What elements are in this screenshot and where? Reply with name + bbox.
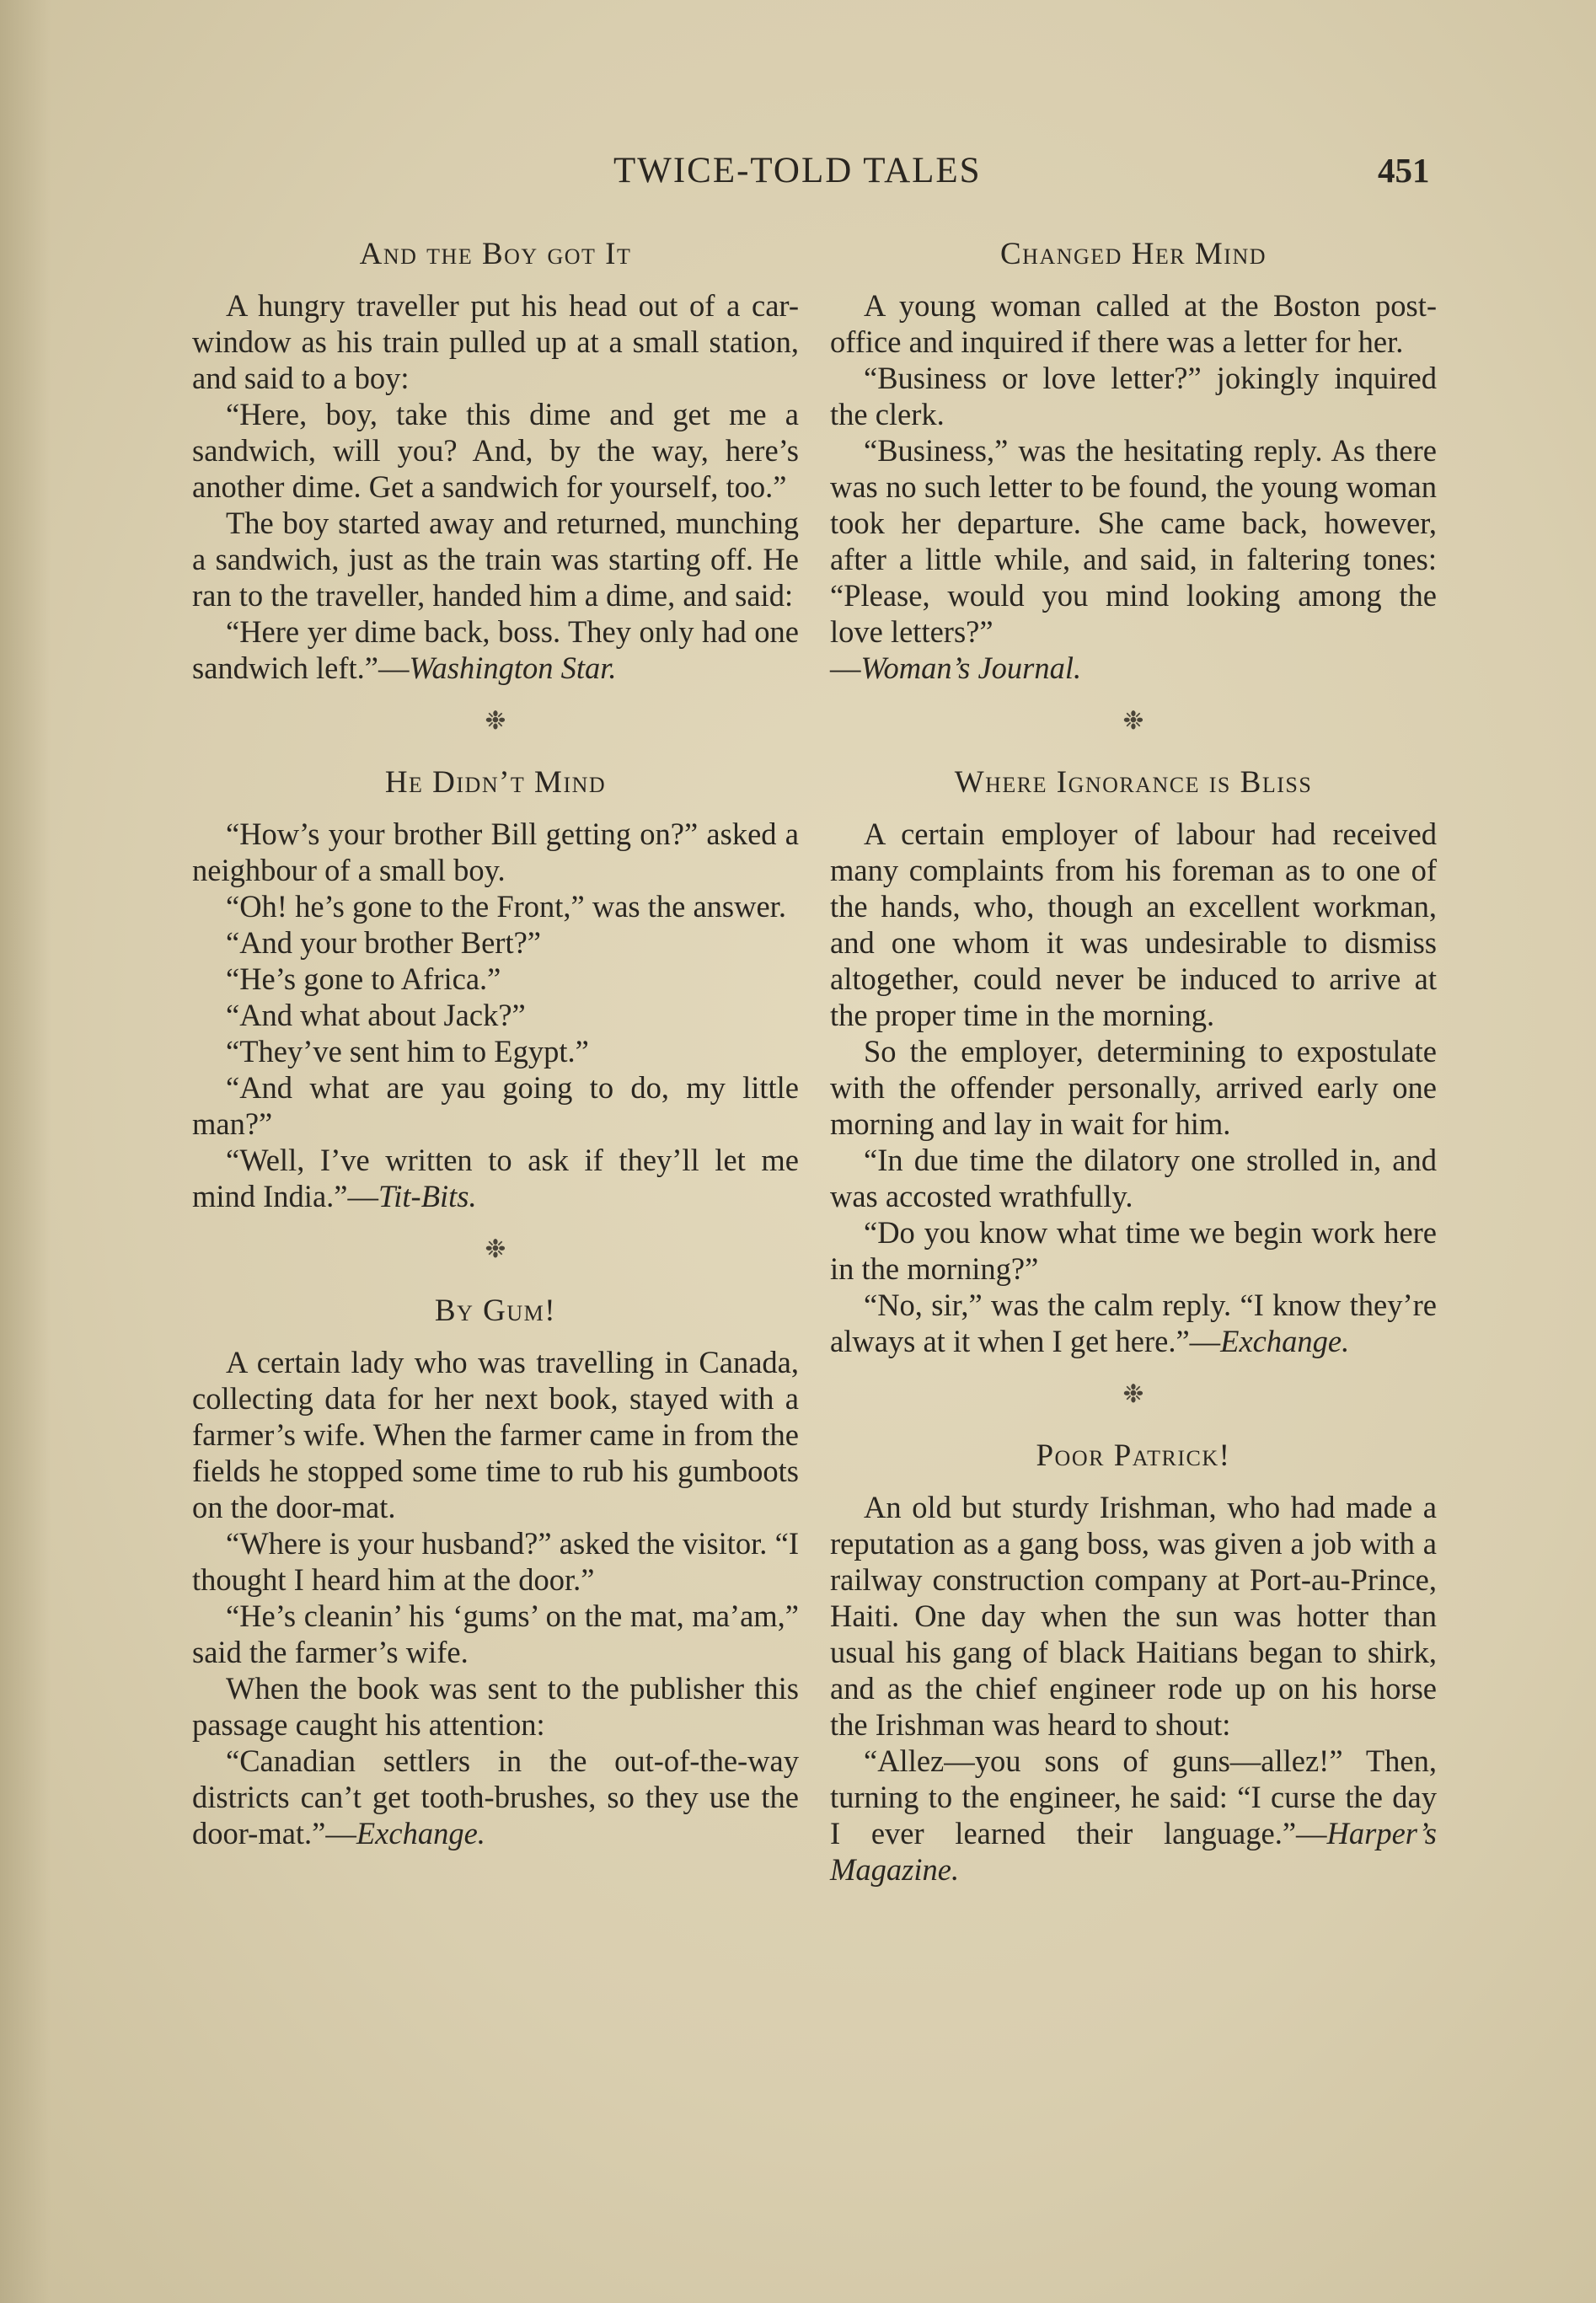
story-paragraph: “They’ve sent him to Egypt.” [226,1034,589,1068]
story-paragraph: “He’s cleanin’ his ‘gums’ on the mat, ma’am,” said the farmer’s wife. [192,1599,799,1669]
story-paragraph: “And what are yau going to do, my little man?” [192,1070,799,1141]
story-text: “Allez—you sons of guns—allez!” Then, turning to the engineer, he said: “I curse the day I ever learned their language.”— [830,1743,1437,1850]
story-where-ignorance-is-bliss [830,764,1437,1359]
story-paragraph: “How’s your brother Bill getting on?” asked a neighbour of a small boy. [192,817,799,887]
separator-ornament: ❉ [485,1235,506,1263]
story-credit: Harper’s Magazine. [830,1816,1437,1887]
story-title: By Gum! [434,1293,557,1328]
story-text: “Here yer dime back, boss. They only had one sandwich left.”— [192,614,799,685]
story-and-the-boy-got-it [192,236,799,686]
story-title: And the Boy got It [359,237,632,271]
story-paragraph: A certain lady who was travelling in Canada, collecting data for her next book, stayed with a farmer’s wife. When the farmer came in from the fields he stopped some time to rub his gumboots on the door-mat. [192,1345,799,1524]
left-column [192,236,799,1851]
story-paragraph: A certain employer of labour had received many complaints from his foreman as to one of the hands, who, though an excellent workman, and one whom it was undesirable to dismiss altogether, could never be induced to arrive at the proper time in the morning. [830,817,1437,1032]
story-paragraph: “Oh! he’s gone to the Front,” was the answer. [226,889,786,924]
story-paragraph: “And your brother Bert?” [226,925,541,960]
story-paragraph [830,650,1437,686]
story-he-didnt-mind [192,764,799,1214]
story-paragraph [192,613,799,686]
story-paragraph: “Where is your husband?” asked the visitor. “I thought I heard him at the door.” [192,1526,799,1597]
story-credit: Tit-Bits. [378,1179,477,1213]
story-paragraph: A hungry traveller put his head out of a car-window as his train pulled up at a small station, and said to a boy: [192,288,799,395]
story-title: Poor Patrick! [1036,1438,1231,1473]
story-text: — [830,651,861,685]
running-head [0,150,1596,201]
story-title: Where Ignorance is Bliss [954,765,1313,800]
story-paragraph: “And what about Jack?” [226,998,526,1032]
story-paragraph: “Business or love letter?” jokingly inquired the clerk. [830,361,1437,431]
right-column [830,236,1437,1888]
story-credit: Exchange. [356,1816,485,1850]
story-text: “No, sir,” was the calm reply. “I know they’re always at it when I get here.”— [830,1288,1437,1358]
story-credit: Woman’s Journal. [860,651,1082,685]
story-paragraph: The boy started away and returned, munching a sandwich, just as the train was starting off. He ran to the traveller, handed him a dime, and said: [192,506,799,613]
story-paragraph [192,1142,799,1214]
separator-ornament: ❉ [485,707,506,735]
story-by-gum [192,1293,799,1851]
story-paragraph: “Here, boy, take this dime and get me a sandwich, will you? And, by the way, here’s another dime. Get a sandwich for yourself, too.” [192,397,799,504]
story-paragraph: “Business,” was the hesitating reply. As there was no such letter to be found, the young woman took her departure. She came back, however, after a little while, and said, in faltering tones: “Please, would you mind looking among the love letters?” [830,433,1437,649]
story-title: He Didn’t Mind [384,765,607,800]
story-paragraph: A young woman called at the Boston post-office and inquired if there was a letter for her. [830,288,1437,359]
story-paragraph: So the employer, determining to expostulate with the offender personally, arrived early one morning and lay in wait for him. [830,1034,1437,1141]
story-paragraph [192,1743,799,1851]
story-text: “Canadian settlers in the out-of-the-way districts can’t get tooth-brushes, so they use the door-mat.”— [192,1743,799,1850]
separator-ornament: ❉ [1122,1380,1144,1408]
story-paragraph: “In due time the dilatory one strolled in, and was accosted wrathfully. [830,1143,1437,1213]
story-paragraph [830,1743,1437,1888]
story-paragraph: An old but sturdy Irishman, who had made a reputation as a gang boss, was given a job with a railway construction company at Port-au-Prince, Haiti. One day when the sun was hotter than usual his gang of black Haitians began to shirk, and as the chief engineer rode up on his horse the Irishman was heard to shout: [830,1490,1437,1742]
binding-shadow [0,0,51,2303]
story-poor-patrick [830,1438,1437,1888]
story-paragraph: “Do you know what time we begin work here in the morning?” [830,1215,1437,1286]
story-paragraph [830,1287,1437,1359]
story-credit: Washington Star. [409,651,617,685]
page-number: 451 [1378,151,1430,190]
running-title: TWICE-TOLD TALES [613,151,982,190]
story-paragraph: “He’s gone to Africa.” [226,961,501,996]
story-text: “Well, I’ve written to ask if they’ll let me mind India.”— [192,1143,799,1213]
story-paragraph: When the book was sent to the publisher this passage caught his attention: [192,1671,799,1742]
story-changed-her-mind [830,236,1437,686]
story-title: Changed Her Mind [1000,237,1267,271]
story-credit: Exchange. [1220,1324,1350,1358]
separator-ornament: ❉ [1122,707,1144,735]
